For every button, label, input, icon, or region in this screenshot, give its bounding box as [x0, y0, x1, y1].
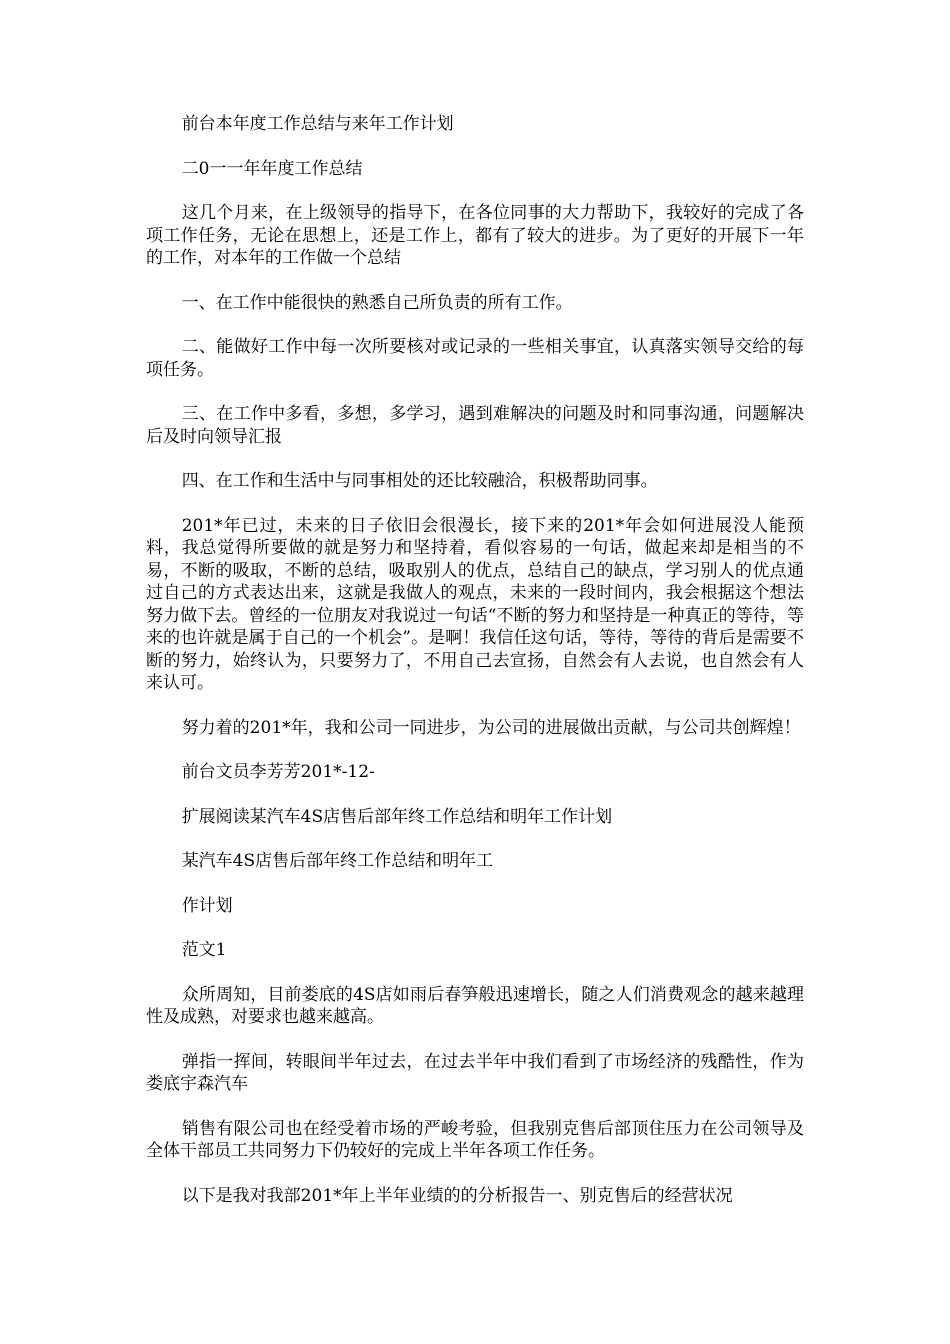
paragraph: 范文1 [181, 940, 227, 960]
paragraph: 二0一一年年度工作总结 [181, 158, 363, 179]
paragraph: 销售有限公司也在经受着市场的严峻考验，但我别克售后部顶住压力在公司领导及全体干部员工共同努力下仍较好的完成上半年各项工作任务。 [146, 1118, 804, 1161]
paragraph: 一、在工作中能很快的熟悉自己所负责的所有工作。 [181, 292, 573, 313]
paragraph: 这几个月来，在上级领导的指导下，在各位同事的大力帮助下，我较好的完成了各项工作任务，无论在思想上，还是工作上，都有了较大的进步。为了更好的开展下一年的工作，对本年的工作做一个总结 [146, 203, 804, 268]
paragraph: 作计划 [181, 895, 233, 916]
paragraph: 弹指一挥间，转眼间半年过去，在过去半年中我们看到了市场经济的残酷性，作为娄底宇森汽车 [146, 1051, 804, 1094]
paragraph: 某汽车4S店售后部年终工作总结和明年工 [181, 851, 494, 871]
paragraph: 以下是我对我部201*年上半年业绩的的分析报告一、别克售后的经营状况 [181, 1185, 733, 1206]
signature-line: 前台文员李芳芳201*-12- [181, 762, 375, 782]
paragraph: 201*年已过，未来的日子依旧会很漫长，接下来的201*年会如何进展没人能预料，我总觉得所要做的就是努力和坚持着，看似容易的一句话，做起来却是相当的不易，不断的吸取，不断的总结，吸取别人的优点，总结自己的缺点，学习别人的优点通过自己的方式表达出来，这就是我做人的观点，未来的一段时间内，我会根据这个想法努力做下去。曾经的一位朋友对我说过一句话“不断的努力和坚持是一种真正的等待，等来的也许就是属于自己的一个机会”。是啊！我信任这句话，等待，等待的背后是需要不断的努力，始终认为，只要努力了，不用自己去宣扬，自然会有人去说，也自然会有人来认可。 [146, 515, 804, 693]
paragraph: 二、能做好工作中每一次所要核对或记录的一些相关事宜，认真落实领导交给的每项任务。 [146, 337, 804, 380]
paragraph: 众所周知，目前娄底的4S店如雨后春笋般迅速增长，随之人们消费观念的越来越理性及成熟，对要求也越来越高。 [146, 984, 804, 1027]
paragraph: 扩展阅读某汽车4S店售后部年终工作总结和明年工作计划 [181, 806, 613, 827]
document-title: 前台本年度工作总结与来年工作计划 [181, 114, 454, 134]
paragraph: 四、在工作和生活中与同事相处的还比较融洽，积极帮助同事。 [181, 471, 658, 491]
document-body [146, 113, 804, 1229]
paragraph: 努力着的201*年，我和公司一同进步，为公司的进展做出贡献，与公司共创辉煌！ [181, 717, 801, 738]
paragraph: 三、在工作中多看，多想，多学习，遇到难解决的问题及时和同事沟通，问题解决后及时向领导汇报 [146, 404, 804, 447]
